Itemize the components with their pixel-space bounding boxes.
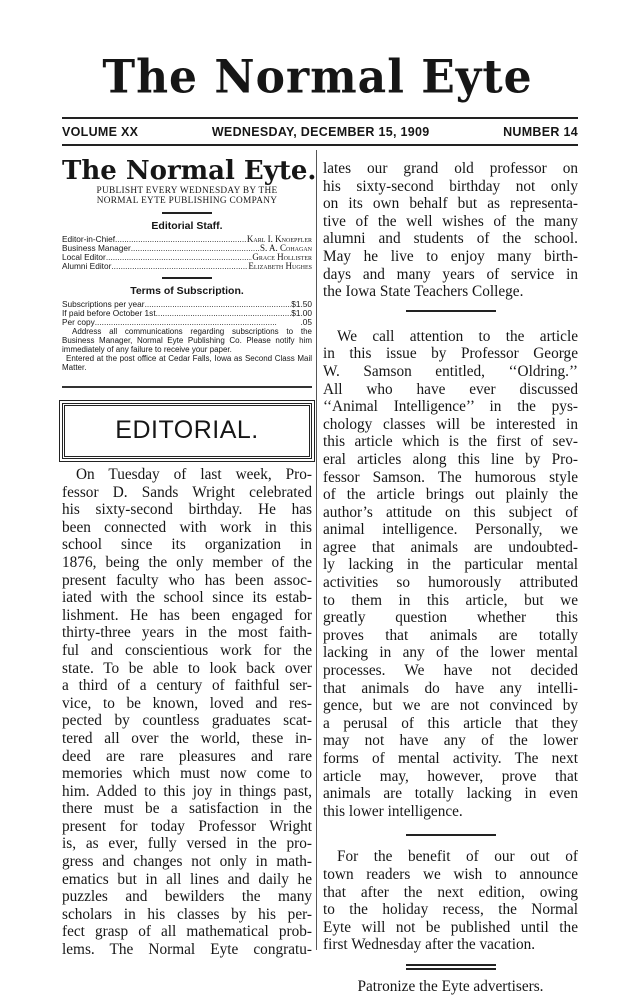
- divider: [406, 834, 496, 836]
- text-line: W. Samson entitled, ‘‘Oldring.’’: [323, 362, 578, 380]
- text-line: there must be a satisfaction in the: [62, 800, 312, 818]
- text-line: May he live to enjoy many birth-: [323, 247, 578, 265]
- text-line: school since its organization in: [62, 536, 312, 554]
- issue-number: NUMBER 14: [503, 125, 578, 139]
- text-line: him. Added to this joy in things past,: [62, 782, 312, 800]
- text-line: in this issue by Professor George: [323, 345, 578, 363]
- divider: [406, 310, 496, 312]
- text-line: present faculty who has been assoc-: [62, 571, 312, 589]
- text-line: a perusal of this article that they: [323, 714, 578, 732]
- text-line: to the holiday recess, the Normal: [323, 901, 578, 919]
- terms-item: If paid before October 1st: [62, 308, 156, 318]
- text-line: 1876, being the only member of the: [62, 553, 312, 571]
- staff-role: Alumni Editor: [62, 261, 112, 271]
- text-line: tive of the well wishes of the many: [323, 212, 578, 230]
- text-line: article may, however, prove that: [323, 767, 578, 785]
- entry-note: Entered at the post office at Cedar Falls, Iowa as Second Class Mail Matter.: [62, 354, 312, 372]
- text-line: fessor D. Sands Wright celebrated: [62, 483, 312, 501]
- leader-dots: [115, 235, 247, 244]
- staff-name: Elizabeth Hughes: [248, 261, 312, 271]
- text-line: lems. The Normal Eyte congratu-: [62, 941, 312, 959]
- published-line: PUBLISHT EVERY WEDNESDAY BY THE: [96, 186, 278, 196]
- staff-heading: Editorial Staff.: [151, 220, 223, 232]
- leader-dots: [131, 244, 260, 253]
- volume: VOLUME XX: [62, 125, 139, 139]
- staff-box-title: The Normal Eyte.: [62, 156, 317, 186]
- text-line: lacking in any of the lower mental: [323, 644, 578, 662]
- text-line: greatly question whether this: [323, 609, 578, 627]
- text-line: ful and conscientious work for the: [62, 641, 312, 659]
- staff-list: [62, 235, 312, 271]
- publisher-line: NORMAL EYTE PUBLISHING COMPANY: [96, 196, 278, 206]
- text-line: vice, to be known, loved and res-: [62, 694, 312, 712]
- text-line: gence, but we are not convinced by: [323, 697, 578, 715]
- terms-row: [62, 309, 312, 318]
- right-column: [323, 150, 578, 996]
- left-article: [62, 466, 312, 959]
- divider: [162, 212, 212, 214]
- leader-dots: [156, 309, 292, 318]
- text-line: proves that animals are totally: [323, 626, 578, 644]
- paragraph: [323, 160, 578, 301]
- text-line: ematics but in all lines and daily he: [62, 870, 312, 888]
- text-line: the Iowa State Teachers College.: [323, 283, 524, 301]
- paragraph: [323, 848, 578, 954]
- text-line: this lower intelligence.: [323, 802, 463, 820]
- text-line: agree that animals are undoubted-: [323, 538, 578, 556]
- leader-dots: [111, 262, 248, 271]
- text-line: All who have ever discussed: [323, 380, 578, 398]
- staff-name: Grace Hollister: [252, 252, 312, 262]
- terms-price: .05: [300, 317, 312, 327]
- terms-row: [62, 318, 312, 327]
- text-line: For the benefit of our out of: [337, 848, 578, 866]
- text-line: Eyte will not be published until the: [323, 918, 578, 936]
- editorial-heading: EDITORIAL.: [62, 403, 312, 459]
- terms-price: $1.50: [291, 299, 312, 309]
- text-line: We call attention to the article: [337, 327, 578, 345]
- terms-item: Per copy: [62, 317, 95, 327]
- text-line: that after the next edition, owing: [323, 883, 578, 901]
- text-line: fect grasp of all mathematical prob-: [62, 923, 312, 941]
- text-line: of the article brings out plainly the: [323, 486, 578, 504]
- text-line: on its own behalf but as representa-: [323, 195, 578, 213]
- divider: [62, 117, 578, 119]
- terms-item: Subscriptions per year: [62, 299, 145, 309]
- leader-dots: [106, 253, 253, 262]
- text-line: his sixty-second birthday. He has: [62, 501, 312, 519]
- leader-dots: [145, 300, 292, 309]
- text-line: is, as ever, fully versed in the pro-: [62, 835, 312, 853]
- text-line: his sixty-second birthday not only: [323, 177, 578, 195]
- leader-dots: [95, 318, 301, 327]
- column-divider: [316, 150, 317, 950]
- text-line: puzzles and bewilders the many: [62, 888, 312, 906]
- text-line: chology classes will be interested in: [323, 415, 578, 433]
- text-line: eral articles along this line by Pro-: [323, 450, 578, 468]
- left-column: [62, 150, 317, 388]
- staff-role: Local Editor: [62, 252, 106, 262]
- issue-header: [62, 125, 578, 139]
- text-line: town readers we wish to announce: [323, 865, 578, 883]
- text-line: gress and changes not only in math-: [62, 853, 312, 871]
- text-line: been connected with work in this: [62, 518, 312, 536]
- text-line: forms of mental activity. The next: [323, 750, 578, 767]
- text-line: fessor Samson. The humorous style: [323, 468, 578, 486]
- text-line: memories which must now come to: [62, 765, 312, 783]
- text-line: activities so humorously attributed: [323, 574, 578, 592]
- text-line: to them in this article, but we: [323, 591, 578, 609]
- text-line: pected by countless graduates scat-: [62, 712, 312, 730]
- text-line: ‘‘Animal Intelligence’’ in the pys-: [323, 398, 578, 416]
- issue-date: WEDNESDAY, DECEMBER 15, 1909: [211, 125, 430, 139]
- text-line: deed are rare pleasures and rare: [62, 747, 312, 765]
- text-line: present for today Professor Wright: [62, 817, 312, 835]
- text-line: first Wednesday after the vacation.: [323, 936, 536, 954]
- terms-price: $1.00: [291, 308, 312, 318]
- text-line: alumni and students of the school.: [323, 230, 578, 248]
- text-line: thirty-three years in the most faith-: [62, 624, 312, 642]
- text-line: lishment. He has been engaged for: [62, 606, 312, 624]
- text-line: that animals do have any intelli-: [323, 679, 578, 697]
- divider: [62, 386, 312, 388]
- terms-heading: Terms of Subscription.: [130, 285, 244, 297]
- divider: [406, 968, 496, 970]
- text-line: a third of a century of faithful ser-: [62, 677, 312, 695]
- divider: [62, 144, 578, 146]
- text-line: ly lacking in the particular mental: [323, 556, 578, 574]
- closing-line: Patronize the Eyte advertisers.: [357, 977, 544, 995]
- text-line: scholars in his classes by his per-: [62, 905, 312, 923]
- paragraph: [323, 328, 578, 821]
- masthead-title: The Normal Eyte: [102, 50, 533, 105]
- text-line: tered all over the world, these in-: [62, 729, 312, 747]
- text-line: On Tuesday of last week, Pro-: [76, 466, 312, 483]
- text-line: author’s attitude on this subject of: [323, 503, 578, 521]
- text-line: state. To be able to look back over: [62, 659, 312, 677]
- text-line: processes. We have not decided: [323, 662, 578, 680]
- text-line: days and many years of service in: [323, 265, 578, 283]
- text-line: animal intelligence. Personally, we: [323, 521, 578, 539]
- text-line: lates our grand old professor on: [323, 160, 578, 177]
- divider: [162, 277, 212, 279]
- address-note: Address all communications regarding subscriptions to the Business Manager, Normal Eyte Publishing Co. Please notify him immediately of any failure to receive your paper.: [62, 327, 312, 354]
- terms-list: [62, 300, 312, 327]
- staff-role: Editor-in-Chief: [62, 234, 116, 244]
- staff-name: Karl I. Knoepfler: [246, 234, 312, 244]
- divider: [406, 964, 496, 966]
- text-line: iated with the school since its estab-: [62, 589, 312, 607]
- text-line: may not have any of the lower: [323, 732, 578, 750]
- text-line: animals are totally lacking in even: [323, 785, 578, 803]
- text-line: this article which is the first of sev-: [323, 433, 578, 451]
- staff-name: S. A. Cohagan: [259, 243, 312, 253]
- staff-row: [62, 262, 312, 271]
- staff-role: Business Manager: [62, 243, 131, 253]
